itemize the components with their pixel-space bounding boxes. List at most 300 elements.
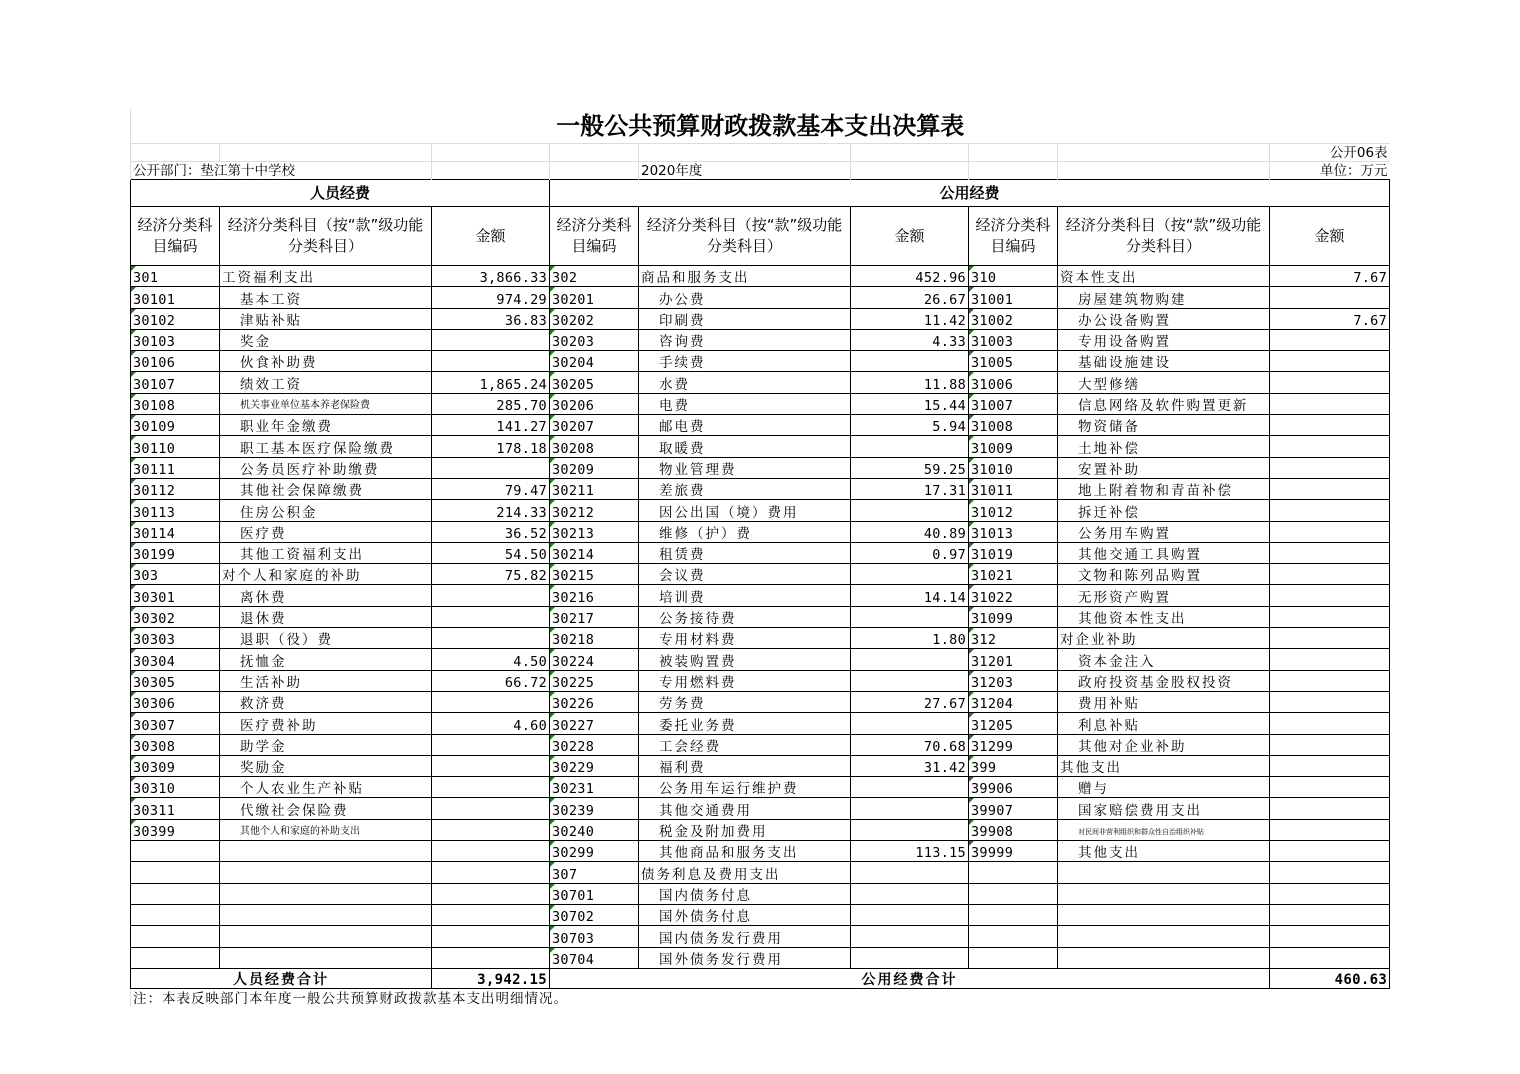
economic-name-cell: 退休费 <box>220 606 432 627</box>
amount-cell <box>1270 521 1390 542</box>
economic-code-cell <box>969 862 1058 883</box>
economic-code-cell: 30303 <box>131 628 220 649</box>
economic-name-cell: 资本性支出 <box>1058 266 1270 287</box>
economic-name-cell: 资本金注入 <box>1058 649 1270 670</box>
economic-name-cell: 医疗费 <box>220 521 432 542</box>
amount-cell <box>432 862 550 883</box>
budget-sheet <box>130 109 1389 1007</box>
table-row <box>131 713 1390 734</box>
column-header-name: 经济分类科目（按“款”级功能分类科目） <box>1058 207 1270 266</box>
table-row <box>131 308 1390 329</box>
economic-code-cell: 30299 <box>550 841 639 862</box>
amount-cell: 4.33 <box>851 329 969 350</box>
year-label: 2020年度 <box>639 162 851 180</box>
column-header-amount: 金额 <box>851 207 969 266</box>
economic-name-cell: 物资储备 <box>1058 415 1270 436</box>
economic-name-cell: 会议费 <box>639 564 851 585</box>
economic-name-cell: 退职（役）费 <box>220 628 432 649</box>
amount-cell <box>1270 329 1390 350</box>
economic-name-cell: 职业年金缴费 <box>220 415 432 436</box>
table-row <box>131 266 1390 287</box>
economic-name-cell: 对企业补助 <box>1058 628 1270 649</box>
amount-cell <box>1270 819 1390 840</box>
department-label: 公开部门：垫江第十中学校 <box>131 162 432 180</box>
economic-name-cell <box>1058 926 1270 947</box>
amount-cell: 59.25 <box>851 457 969 478</box>
economic-code-cell: 399 <box>969 755 1058 776</box>
table-row <box>131 841 1390 862</box>
economic-name-cell: 专用材料费 <box>639 628 851 649</box>
economic-code-cell: 30218 <box>550 628 639 649</box>
amount-cell <box>1270 926 1390 947</box>
amount-cell: 5.94 <box>851 415 969 436</box>
economic-code-cell: 31203 <box>969 670 1058 691</box>
amount-cell: 66.72 <box>432 670 550 691</box>
amount-cell: 974.29 <box>432 287 550 308</box>
economic-name-cell: 对个人和家庭的补助 <box>220 564 432 585</box>
amount-cell <box>851 926 969 947</box>
economic-name-cell: 邮电费 <box>639 415 851 436</box>
economic-code-cell: 30216 <box>550 585 639 606</box>
economic-name-cell: 专用设备购置 <box>1058 329 1270 350</box>
amount-cell <box>1270 670 1390 691</box>
economic-name-cell: 救济费 <box>220 691 432 712</box>
economic-code-cell: 31013 <box>969 521 1058 542</box>
economic-name-cell: 维修（护）费 <box>639 521 851 542</box>
table-row <box>131 457 1390 478</box>
economic-name-cell: 离休费 <box>220 585 432 606</box>
amount-cell <box>432 926 550 947</box>
economic-name-cell: 商品和服务支出 <box>639 266 851 287</box>
economic-code-cell: 312 <box>969 628 1058 649</box>
amount-cell <box>1270 585 1390 606</box>
economic-name-cell: 公务用车运行维护费 <box>639 777 851 798</box>
economic-name-cell: 地上附着物和青苗补偿 <box>1058 478 1270 499</box>
economic-code-cell: 30201 <box>550 287 639 308</box>
budget-table <box>130 109 1390 1007</box>
amount-cell <box>432 883 550 904</box>
economic-name-cell <box>1058 947 1270 968</box>
amount-cell <box>1270 649 1390 670</box>
table-row <box>131 947 1390 968</box>
economic-name-cell: 其他个人和家庭的补助支出 <box>220 819 432 840</box>
amount-cell <box>851 500 969 521</box>
economic-code-cell: 30239 <box>550 798 639 819</box>
economic-code-cell: 30204 <box>550 351 639 372</box>
table-row <box>131 542 1390 563</box>
economic-code-cell: 303 <box>131 564 220 585</box>
amount-cell: 141.27 <box>432 415 550 436</box>
economic-code-cell: 30227 <box>550 713 639 734</box>
amount-cell <box>851 777 969 798</box>
amount-cell <box>1270 564 1390 585</box>
section-personnel: 人员经费 <box>131 180 550 207</box>
economic-code-cell <box>969 904 1058 925</box>
page-title: 一般公共预算财政拨款基本支出决算表 <box>131 109 1390 144</box>
amount-cell <box>432 734 550 755</box>
economic-code-cell: 30208 <box>550 436 639 457</box>
table-row <box>131 564 1390 585</box>
table-row <box>131 904 1390 925</box>
table-row <box>131 670 1390 691</box>
economic-code-cell: 39906 <box>969 777 1058 798</box>
amount-cell <box>1270 478 1390 499</box>
economic-name-cell <box>220 841 432 862</box>
amount-cell <box>851 798 969 819</box>
amount-cell <box>1270 457 1390 478</box>
economic-name-cell: 其他交通工具购置 <box>1058 542 1270 563</box>
economic-code-cell: 30305 <box>131 670 220 691</box>
economic-name-cell <box>220 862 432 883</box>
amount-cell: 27.67 <box>851 691 969 712</box>
amount-cell <box>1270 734 1390 755</box>
economic-code-cell: 31009 <box>969 436 1058 457</box>
economic-code-cell: 30702 <box>550 904 639 925</box>
amount-cell: 0.97 <box>851 542 969 563</box>
economic-code-cell: 30703 <box>550 926 639 947</box>
economic-name-cell: 咨询费 <box>639 329 851 350</box>
footnote: 注：本表反映部门本年度一般公共预算财政拨款基本支出明细情况。 <box>131 988 1390 1007</box>
economic-name-cell: 福利费 <box>639 755 851 776</box>
economic-code-cell: 30109 <box>131 415 220 436</box>
economic-code-cell: 30309 <box>131 755 220 776</box>
amount-cell <box>851 351 969 372</box>
economic-name-cell: 租赁费 <box>639 542 851 563</box>
economic-name-cell: 文物和陈列品购置 <box>1058 564 1270 585</box>
table-row <box>131 755 1390 776</box>
amount-cell: 1.80 <box>851 628 969 649</box>
economic-code-cell: 31005 <box>969 351 1058 372</box>
amount-cell <box>1270 542 1390 563</box>
table-row <box>131 883 1390 904</box>
economic-name-cell: 物业管理费 <box>639 457 851 478</box>
economic-code-cell: 39999 <box>969 841 1058 862</box>
economic-code-cell: 30205 <box>550 372 639 393</box>
economic-code-cell: 30110 <box>131 436 220 457</box>
economic-code-cell: 30101 <box>131 287 220 308</box>
economic-code-cell: 30225 <box>550 670 639 691</box>
economic-name-cell: 其他对企业补助 <box>1058 734 1270 755</box>
economic-name-cell: 机关事业单位基本养老保险费 <box>220 393 432 414</box>
economic-code-cell <box>969 926 1058 947</box>
table-row <box>131 521 1390 542</box>
economic-name-cell: 奖励金 <box>220 755 432 776</box>
economic-name-cell: 伙食补助费 <box>220 351 432 372</box>
amount-cell: 7.67 <box>1270 266 1390 287</box>
economic-code-cell: 31003 <box>969 329 1058 350</box>
economic-name-cell: 公务用车购置 <box>1058 521 1270 542</box>
economic-code-cell <box>969 947 1058 968</box>
economic-name-cell: 绩效工资 <box>220 372 432 393</box>
economic-code-cell <box>131 947 220 968</box>
table-row <box>131 585 1390 606</box>
amount-cell: 36.83 <box>432 308 550 329</box>
economic-name-cell: 政府投资基金股权投资 <box>1058 670 1270 691</box>
economic-code-cell: 30231 <box>550 777 639 798</box>
amount-cell <box>1270 393 1390 414</box>
amount-cell <box>851 862 969 883</box>
amount-cell <box>1270 628 1390 649</box>
economic-name-cell: 税金及附加费用 <box>639 819 851 840</box>
economic-name-cell: 助学金 <box>220 734 432 755</box>
amount-cell <box>432 351 550 372</box>
economic-name-cell: 因公出国（境）费用 <box>639 500 851 521</box>
table-row <box>131 415 1390 436</box>
amount-cell: 70.68 <box>851 734 969 755</box>
economic-name-cell: 基本工资 <box>220 287 432 308</box>
amount-cell <box>432 947 550 968</box>
amount-cell <box>1270 841 1390 862</box>
table-row <box>131 478 1390 499</box>
economic-code-cell: 30399 <box>131 819 220 840</box>
table-row <box>131 393 1390 414</box>
economic-code-cell: 30306 <box>131 691 220 712</box>
amount-cell <box>851 649 969 670</box>
economic-code-cell: 31022 <box>969 585 1058 606</box>
amount-cell <box>1270 351 1390 372</box>
economic-name-cell <box>1058 862 1270 883</box>
economic-code-cell: 302 <box>550 266 639 287</box>
economic-name-cell: 国外债务发行费用 <box>639 947 851 968</box>
economic-name-cell: 委托业务费 <box>639 713 851 734</box>
economic-name-cell: 其他交通费用 <box>639 798 851 819</box>
table-row <box>131 628 1390 649</box>
economic-name-cell: 取暖费 <box>639 436 851 457</box>
economic-code-cell: 31002 <box>969 308 1058 329</box>
amount-cell <box>1270 904 1390 925</box>
economic-code-cell: 31012 <box>969 500 1058 521</box>
economic-name-cell: 津贴补贴 <box>220 308 432 329</box>
table-row <box>131 606 1390 627</box>
economic-name-cell: 代缴社会保险费 <box>220 798 432 819</box>
amount-cell <box>432 755 550 776</box>
economic-name-cell: 被装购置费 <box>639 649 851 670</box>
economic-code-cell: 30199 <box>131 542 220 563</box>
economic-name-cell: 其他资本性支出 <box>1058 606 1270 627</box>
economic-code-cell: 30311 <box>131 798 220 819</box>
amount-cell: 4.50 <box>432 649 550 670</box>
economic-code-cell: 31007 <box>969 393 1058 414</box>
economic-name-cell: 抚恤金 <box>220 649 432 670</box>
column-header-name: 经济分类科目（按“款”级功能分类科目） <box>220 207 432 266</box>
economic-name-cell: 其他商品和服务支出 <box>639 841 851 862</box>
table-row <box>131 862 1390 883</box>
table-row <box>131 287 1390 308</box>
economic-name-cell: 手续费 <box>639 351 851 372</box>
economic-code-cell: 30106 <box>131 351 220 372</box>
economic-code-cell: 30107 <box>131 372 220 393</box>
table-row <box>131 798 1390 819</box>
economic-code-cell: 30302 <box>131 606 220 627</box>
economic-code-cell: 30301 <box>131 585 220 606</box>
column-header-name: 经济分类科目（按“款”级功能分类科目） <box>639 207 851 266</box>
amount-cell <box>851 564 969 585</box>
amount-cell: 75.82 <box>432 564 550 585</box>
economic-code-cell: 30229 <box>550 755 639 776</box>
amount-cell: 79.47 <box>432 478 550 499</box>
economic-name-cell: 劳务费 <box>639 691 851 712</box>
economic-name-cell <box>1058 904 1270 925</box>
economic-name-cell: 公务接待费 <box>639 606 851 627</box>
amount-cell <box>1270 713 1390 734</box>
amount-cell: 3,866.33 <box>432 266 550 287</box>
amount-cell: 1,865.24 <box>432 372 550 393</box>
amount-cell <box>851 883 969 904</box>
economic-name-cell: 基础设施建设 <box>1058 351 1270 372</box>
amount-cell <box>432 628 550 649</box>
economic-name-cell: 其他支出 <box>1058 841 1270 862</box>
amount-cell: 178.18 <box>432 436 550 457</box>
economic-name-cell: 国内债务付息 <box>639 883 851 904</box>
economic-name-cell: 其他工资福利支出 <box>220 542 432 563</box>
economic-name-cell: 培训费 <box>639 585 851 606</box>
economic-code-cell: 31021 <box>969 564 1058 585</box>
column-header-code: 经济分类科目编码 <box>131 207 220 266</box>
amount-cell <box>1270 415 1390 436</box>
economic-code-cell: 30310 <box>131 777 220 798</box>
economic-code-cell: 30307 <box>131 713 220 734</box>
economic-code-cell: 30704 <box>550 947 639 968</box>
economic-name-cell: 公务员医疗补助缴费 <box>220 457 432 478</box>
amount-cell: 452.96 <box>851 266 969 287</box>
economic-code-cell <box>131 862 220 883</box>
economic-code-cell <box>131 904 220 925</box>
economic-name-cell: 拆迁补偿 <box>1058 500 1270 521</box>
amount-cell <box>1270 500 1390 521</box>
economic-code-cell: 31006 <box>969 372 1058 393</box>
economic-name-cell <box>220 947 432 968</box>
economic-code-cell: 30213 <box>550 521 639 542</box>
amount-cell <box>1270 372 1390 393</box>
amount-cell <box>432 585 550 606</box>
economic-name-cell: 利息补贴 <box>1058 713 1270 734</box>
economic-name-cell <box>220 904 432 925</box>
economic-code-cell: 30304 <box>131 649 220 670</box>
unit-label: 单位：万元 <box>1270 162 1390 180</box>
economic-code-cell: 30113 <box>131 500 220 521</box>
amount-cell <box>1270 691 1390 712</box>
economic-name-cell: 信息网络及软件购置更新 <box>1058 393 1270 414</box>
economic-code-cell: 30211 <box>550 478 639 499</box>
section-public: 公用经费 <box>550 180 1390 207</box>
economic-name-cell: 办公设备购置 <box>1058 308 1270 329</box>
economic-code-cell: 30308 <box>131 734 220 755</box>
economic-code-cell: 30214 <box>550 542 639 563</box>
amount-cell <box>1270 947 1390 968</box>
economic-code-cell: 31010 <box>969 457 1058 478</box>
economic-name-cell: 住房公积金 <box>220 500 432 521</box>
economic-name-cell <box>1058 883 1270 904</box>
economic-code-cell: 30102 <box>131 308 220 329</box>
economic-name-cell: 费用补贴 <box>1058 691 1270 712</box>
economic-name-cell: 土地补偿 <box>1058 436 1270 457</box>
economic-name-cell: 水费 <box>639 372 851 393</box>
amount-cell: 40.89 <box>851 521 969 542</box>
economic-name-cell: 国内债务发行费用 <box>639 926 851 947</box>
economic-code-cell <box>131 883 220 904</box>
economic-name-cell: 工会经费 <box>639 734 851 755</box>
economic-code-cell: 30224 <box>550 649 639 670</box>
amount-cell <box>1270 883 1390 904</box>
amount-cell: 7.67 <box>1270 308 1390 329</box>
economic-name-cell: 印刷费 <box>639 308 851 329</box>
economic-code-cell: 39908 <box>969 819 1058 840</box>
amount-cell <box>851 436 969 457</box>
table-row <box>131 777 1390 798</box>
amount-cell <box>851 670 969 691</box>
economic-name-cell: 医疗费补助 <box>220 713 432 734</box>
amount-cell: 14.14 <box>851 585 969 606</box>
economic-name-cell <box>220 883 432 904</box>
economic-name-cell: 工资福利支出 <box>220 266 432 287</box>
economic-code-cell: 30206 <box>550 393 639 414</box>
amount-cell: 285.70 <box>432 393 550 414</box>
economic-code-cell: 31201 <box>969 649 1058 670</box>
economic-code-cell: 30112 <box>131 478 220 499</box>
economic-code-cell: 30108 <box>131 393 220 414</box>
amount-cell <box>1270 755 1390 776</box>
economic-code-cell: 31205 <box>969 713 1058 734</box>
amount-cell <box>851 947 969 968</box>
economic-name-cell: 国家赔偿费用支出 <box>1058 798 1270 819</box>
amount-cell: 11.42 <box>851 308 969 329</box>
economic-name-cell: 奖金 <box>220 329 432 350</box>
amount-cell <box>432 606 550 627</box>
form-number: 公开06表 <box>1270 144 1390 162</box>
column-header-amount: 金额 <box>1270 207 1390 266</box>
amount-cell: 54.50 <box>432 542 550 563</box>
economic-name-cell: 个人农业生产补贴 <box>220 777 432 798</box>
economic-code-cell: 310 <box>969 266 1058 287</box>
public-total-value: 460.63 <box>1270 968 1390 988</box>
amount-cell <box>1270 606 1390 627</box>
economic-code-cell: 31001 <box>969 287 1058 308</box>
economic-code-cell: 30228 <box>550 734 639 755</box>
economic-name-cell: 房屋建筑物购建 <box>1058 287 1270 308</box>
economic-name-cell: 差旅费 <box>639 478 851 499</box>
economic-name-cell: 其他支出 <box>1058 755 1270 776</box>
amount-cell: 4.60 <box>432 713 550 734</box>
economic-name-cell: 专用燃料费 <box>639 670 851 691</box>
table-row <box>131 372 1390 393</box>
amount-cell: 31.42 <box>851 755 969 776</box>
amount-cell: 11.88 <box>851 372 969 393</box>
amount-cell <box>432 841 550 862</box>
amount-cell: 17.31 <box>851 478 969 499</box>
amount-cell: 15.44 <box>851 393 969 414</box>
economic-code-cell: 30202 <box>550 308 639 329</box>
economic-code-cell <box>131 841 220 862</box>
personnel-total-value: 3,942.15 <box>432 968 550 988</box>
amount-cell <box>1270 798 1390 819</box>
amount-cell <box>1270 436 1390 457</box>
economic-code-cell: 30226 <box>550 691 639 712</box>
economic-code-cell <box>969 883 1058 904</box>
amount-cell <box>432 691 550 712</box>
economic-name-cell: 职工基本医疗保险缴费 <box>220 436 432 457</box>
table-row <box>131 734 1390 755</box>
amount-cell: 36.52 <box>432 521 550 542</box>
economic-code-cell: 301 <box>131 266 220 287</box>
economic-code-cell: 31204 <box>969 691 1058 712</box>
personnel-total-label: 人员经费合计 <box>131 968 432 988</box>
economic-code-cell: 30103 <box>131 329 220 350</box>
economic-code-cell: 31008 <box>969 415 1058 436</box>
amount-cell <box>1270 287 1390 308</box>
economic-name-cell: 电费 <box>639 393 851 414</box>
economic-code-cell: 30215 <box>550 564 639 585</box>
table-row <box>131 329 1390 350</box>
